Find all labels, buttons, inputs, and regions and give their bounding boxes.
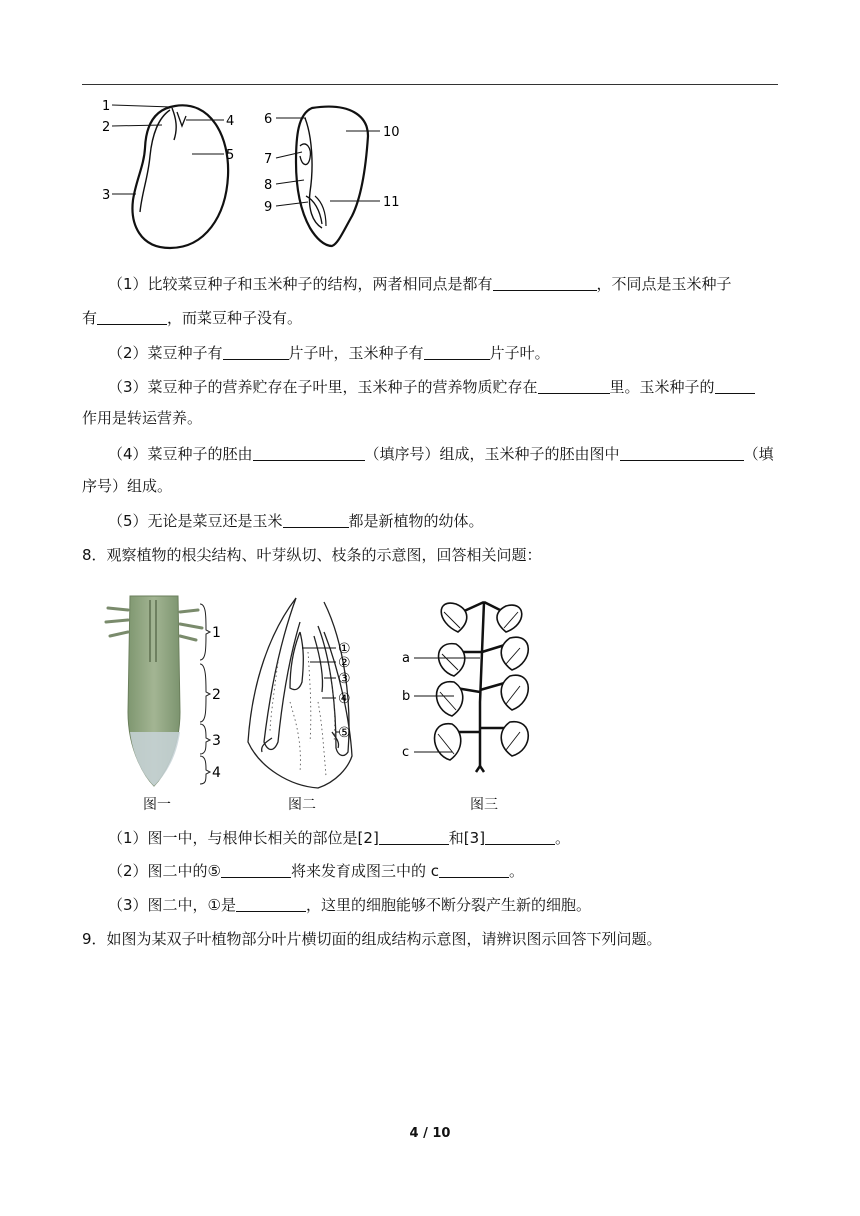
q7-p5-text-a: （5）无论是菜豆还是玉米 [108, 512, 283, 530]
bean-label-4: 4 [226, 114, 235, 129]
q8-p3-text-a: （3）图二中，①是 [108, 896, 236, 914]
q7-part3-cont [82, 408, 202, 428]
corn-label-7: 7 [264, 152, 273, 167]
answer-blank[interactable] [620, 446, 744, 461]
q7-p4-text-d: 序号）组成。 [82, 477, 173, 495]
bud-label-4: ④ [338, 691, 351, 707]
q7-p2-text-b: 片子叶，玉米种子有 [288, 344, 424, 362]
answer-blank[interactable] [493, 276, 597, 291]
q8-stem: 8．观察植物的根尖结构、叶芽纵切、枝条的示意图，回答相关问题： [82, 546, 542, 564]
q8-part2 [108, 861, 524, 881]
q7-p3-text-a: （3）菜豆种子的营养贮存在子叶里，玉米种子的营养物质贮存在 [108, 378, 538, 396]
answer-blank[interactable] [424, 345, 490, 360]
answer-blank[interactable] [485, 830, 555, 845]
q8-p1-text-b: 和[3] [448, 829, 486, 847]
q8-part1 [108, 828, 570, 848]
corn-label-8: 8 [264, 178, 273, 193]
q8-p2-text-b: 将来发育成图三中的 c [291, 862, 440, 880]
answer-blank[interactable] [221, 863, 291, 878]
q8-p3-text-b: ，这里的细胞能够不断分裂产生新的细胞。 [306, 896, 592, 914]
q7-p3-text-b: 里。玉米种子的 [609, 378, 715, 396]
q7-part3 [108, 377, 755, 397]
corn-label-6: 6 [264, 112, 273, 127]
q7-p4-text-c: （填 [743, 445, 774, 463]
branch-label-c: c [402, 745, 410, 760]
bean-label-5: 5 [226, 148, 235, 163]
branch-label-b: b [402, 689, 411, 704]
q7-p1-text-b: ，不同点是玉米种子 [596, 275, 732, 293]
corn-label-9: 9 [264, 200, 273, 215]
corn-seed-diagram [296, 107, 368, 246]
q8-p1-text-c: 。 [555, 829, 571, 847]
corn-label-10: 10 [383, 125, 400, 140]
q8-p2-text-c: 。 [509, 862, 525, 880]
answer-blank[interactable] [283, 513, 349, 528]
bud-label-3: ③ [338, 671, 351, 687]
q7-p4-text-b: （填序号）组成，玉米种子的胚由图中 [364, 445, 620, 463]
bud-label-1: ① [338, 641, 351, 657]
corn-seed-leaders [276, 118, 380, 206]
corn-label-11: 11 [383, 195, 400, 210]
bud-label-5: ⑤ [338, 725, 351, 741]
answer-blank[interactable] [538, 379, 610, 394]
q8-part3 [108, 895, 591, 915]
bean-label-2: 2 [102, 120, 111, 135]
q7-p1-text-d: ，而菜豆种子没有。 [167, 309, 303, 327]
q7-p2-text-c: 片子叶。 [489, 344, 550, 362]
q7-p3-text-c: 作用是转运营养。 [82, 409, 203, 427]
answer-blank[interactable] [236, 897, 306, 912]
answer-blank[interactable] [379, 830, 449, 845]
q7-p2-text-a: （2）菜豆种子有 [108, 344, 223, 362]
answer-blank[interactable] [715, 379, 755, 394]
root-cap [130, 732, 180, 786]
root-label-2: 2 [212, 687, 221, 703]
q9-stem: 9．如图为某双子叶植物部分叶片横切面的组成结构示意图，请辨识图示回答下列问题。 [82, 930, 662, 948]
root-label-4: 4 [212, 765, 221, 781]
bean-seed-leaders [112, 105, 224, 194]
answer-blank[interactable] [439, 863, 509, 878]
q7-p5-text-b: 都是新植物的幼体。 [348, 512, 484, 530]
q7-p1-text-c: 有 [82, 309, 98, 327]
answer-blank[interactable] [223, 345, 289, 360]
q8-p2-text-a: （2）图二中的⑤ [108, 862, 221, 880]
root-label-3: 3 [212, 733, 221, 749]
header-rule [82, 84, 778, 85]
q8-p1-text-a: （1）图一中，与根伸长相关的部位是[2] [108, 829, 379, 847]
branch-figure [396, 592, 546, 792]
root-label-1: 1 [212, 625, 221, 641]
root-tip-figure [100, 592, 230, 792]
leaf-bud-figure [240, 592, 390, 792]
q7-part5 [108, 511, 484, 531]
bean-label-3: 3 [102, 188, 111, 203]
branch-label-a: a [402, 651, 410, 666]
q7-part4-cont [82, 476, 172, 496]
q7-part1-cont [82, 308, 302, 328]
answer-blank[interactable] [253, 446, 365, 461]
caption-figure-2: 图二 [288, 797, 316, 813]
q7-p4-text-a: （4）菜豆种子的胚由 [108, 445, 253, 463]
caption-figure-3: 图三 [470, 797, 498, 813]
q7-part1 [108, 274, 732, 294]
bean-label-1: 1 [102, 99, 111, 114]
page-number: 4 / 10 [409, 1126, 451, 1141]
q7-p1-text-a: （1）比较菜豆种子和玉米种子的结构，两者相同点是都有 [108, 275, 493, 293]
q7-part2 [108, 343, 550, 363]
q7-part4 [108, 444, 774, 464]
seed-figures [100, 96, 420, 256]
bean-seed-diagram [132, 105, 228, 248]
bud-label-2: ② [338, 655, 351, 671]
caption-figure-1: 图一 [143, 797, 171, 813]
answer-blank[interactable] [97, 310, 167, 325]
zone-braces [200, 604, 210, 784]
